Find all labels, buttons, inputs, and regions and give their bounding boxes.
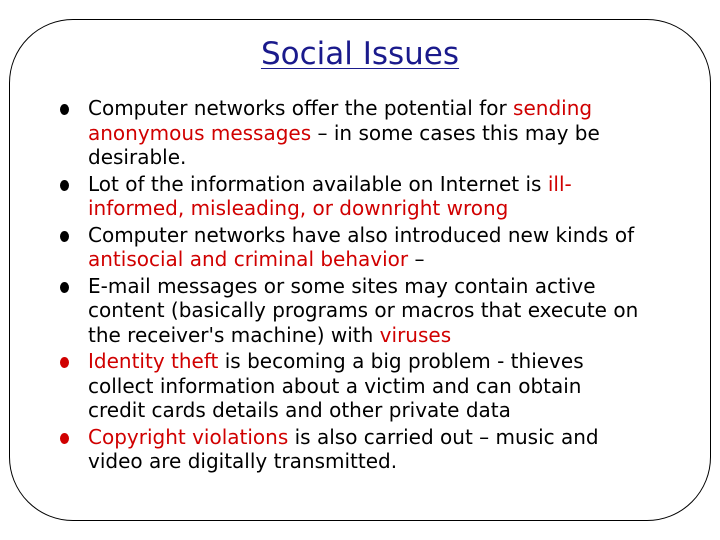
bullet-highlight-segment: Identity theft	[88, 349, 219, 373]
bullet-item	[60, 223, 640, 272]
bullet-item	[60, 349, 640, 423]
bullet-text-segment: –	[408, 247, 425, 271]
bullet-dot-icon	[60, 180, 69, 191]
bullet-item	[60, 172, 640, 221]
bullet-item	[60, 274, 640, 348]
bullet-text-segment: is becoming a big problem - thieves collect information about a victim and can obtain credit cards details and other private data	[88, 349, 584, 422]
bullet-item	[60, 425, 640, 474]
bullet-dot-icon	[60, 357, 69, 368]
bullet-list	[60, 96, 640, 476]
bullet-text-segment: – in some cases this may be desirable.	[88, 120, 600, 169]
bullet-text-segment: is also carried out – music and video are digitally transmitted.	[88, 424, 599, 473]
bullet-highlight-segment: sending anonymous messages	[88, 96, 593, 145]
bullet-dot-icon	[60, 433, 69, 444]
bullet-text-segment: Computer networks have also introduced new kinds of	[88, 222, 635, 247]
bullet-highlight-segment: ill-informed, misleading, or downright wrong	[88, 171, 572, 220]
bullet-item	[60, 96, 640, 170]
bullet-text-segment: Lot of the information available on Internet is	[88, 171, 548, 196]
bullet-highlight-segment: viruses	[379, 322, 452, 347]
bullet-highlight-segment: antisocial and criminal behavior	[88, 247, 409, 271]
bullet-text-segment: Computer networks offer the potential for	[88, 96, 514, 120]
bullet-highlight-segment: Copyright violations	[88, 424, 289, 449]
bullet-dot-icon	[60, 231, 69, 242]
bullet-dot-icon	[60, 104, 69, 115]
bullet-dot-icon	[60, 282, 69, 293]
slide-title: Social Issues	[260, 36, 460, 72]
bullet-text-segment: E-mail messages or some sites may contain active content (basically programs or macros that execute on the receiver's machine) with	[88, 273, 639, 347]
